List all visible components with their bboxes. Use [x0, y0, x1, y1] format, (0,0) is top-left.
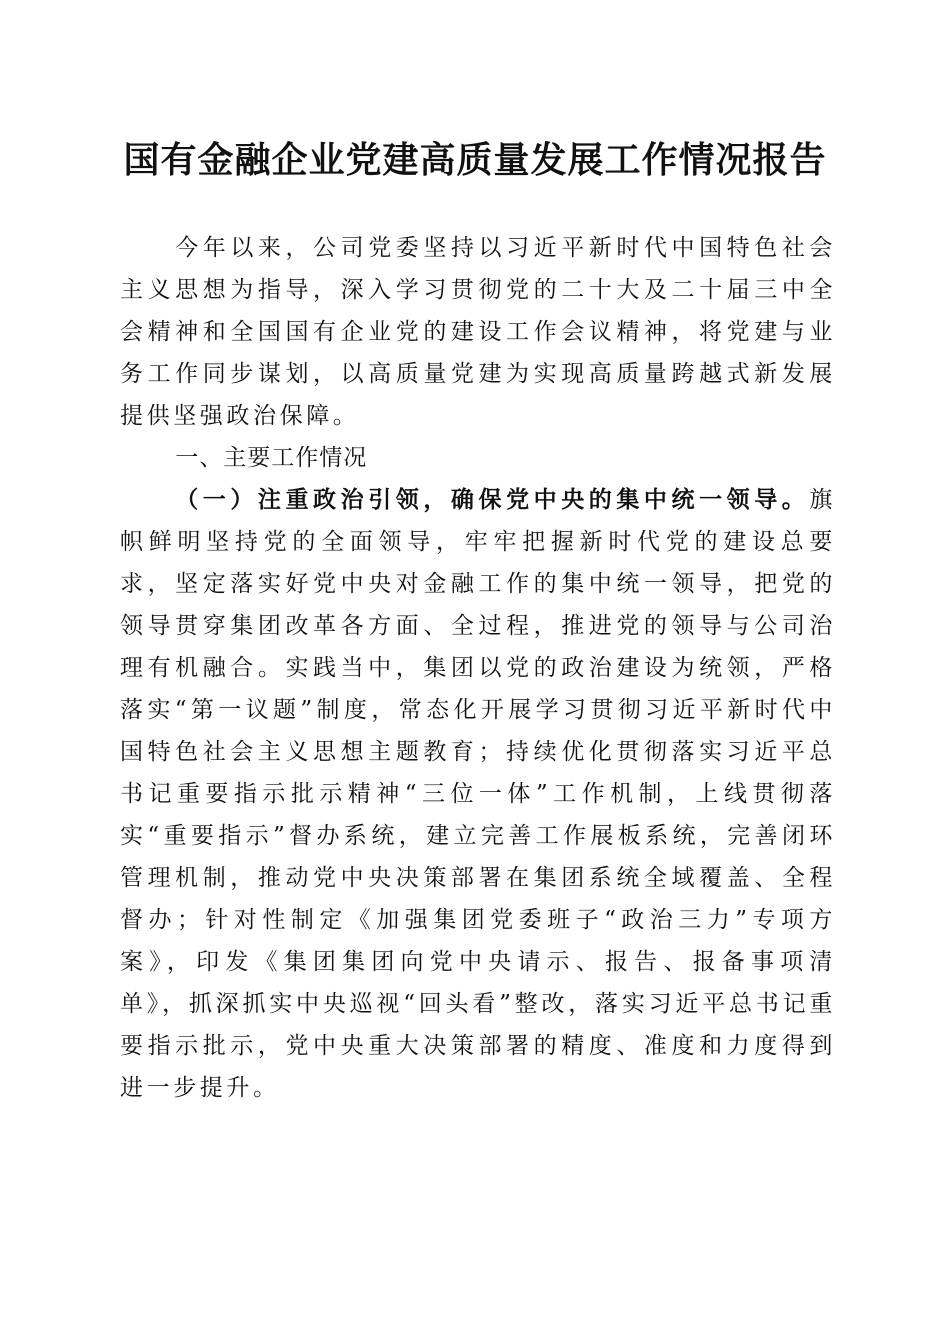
document-body	[120, 227, 836, 1109]
subsection-text: 旗帜鲜明坚持党的全面领导，牢牢把握新时代党的建设总要求，坚定落实好党中央对金融工作的集中统一领导，把党的领导贯穿集团改革各方面、全过程，推进党的领导与公司治理有机融合。实践当中，集团以党的政治建设为统领，严格落实“第一议题”制度，常态化开展学习贯彻习近平新时代中国特色社会主义思想主题教育；持续优化贯彻落实习近平总书记重要指示批示精神“三位一体”工作机制，上线贯彻落实“重要指示”督办系统，建立完善工作展板系统，完善闭环管理机制，推动党中央决策部署在集团系统全域覆盖、全程督办；针对性制定《加强集团党委班子“政治三力”专项方案》，印发《集团集团向党中央请示、报告、报备事项清单》，抓深抓实中央巡视“回头看”整改，落实习近平总书记重要指示批示，党中央重大决策部署的精度、准度和力度得到进一步提升。	[120, 487, 836, 1101]
intro-paragraph: 今年以来，公司党委坚持以习近平新时代中国特色社会主义思想为指导，深入学习贯彻党的二十大及二十届三中全会精神和全国国有企业党的建设工作会议精神，将党建与业务工作同步谋划，以高质量党建为实现高质量跨越式新发展提供坚强政治保障。	[120, 235, 836, 429]
subsection-paragraph	[120, 479, 836, 1109]
section-heading: 一、主要工作情况	[175, 445, 368, 471]
document-title: 国有金融企业党建高质量发展工作情况报告	[123, 139, 827, 181]
subsection-title: （一）注重政治引领，确保党中央的集中统一领导。	[175, 486, 810, 513]
